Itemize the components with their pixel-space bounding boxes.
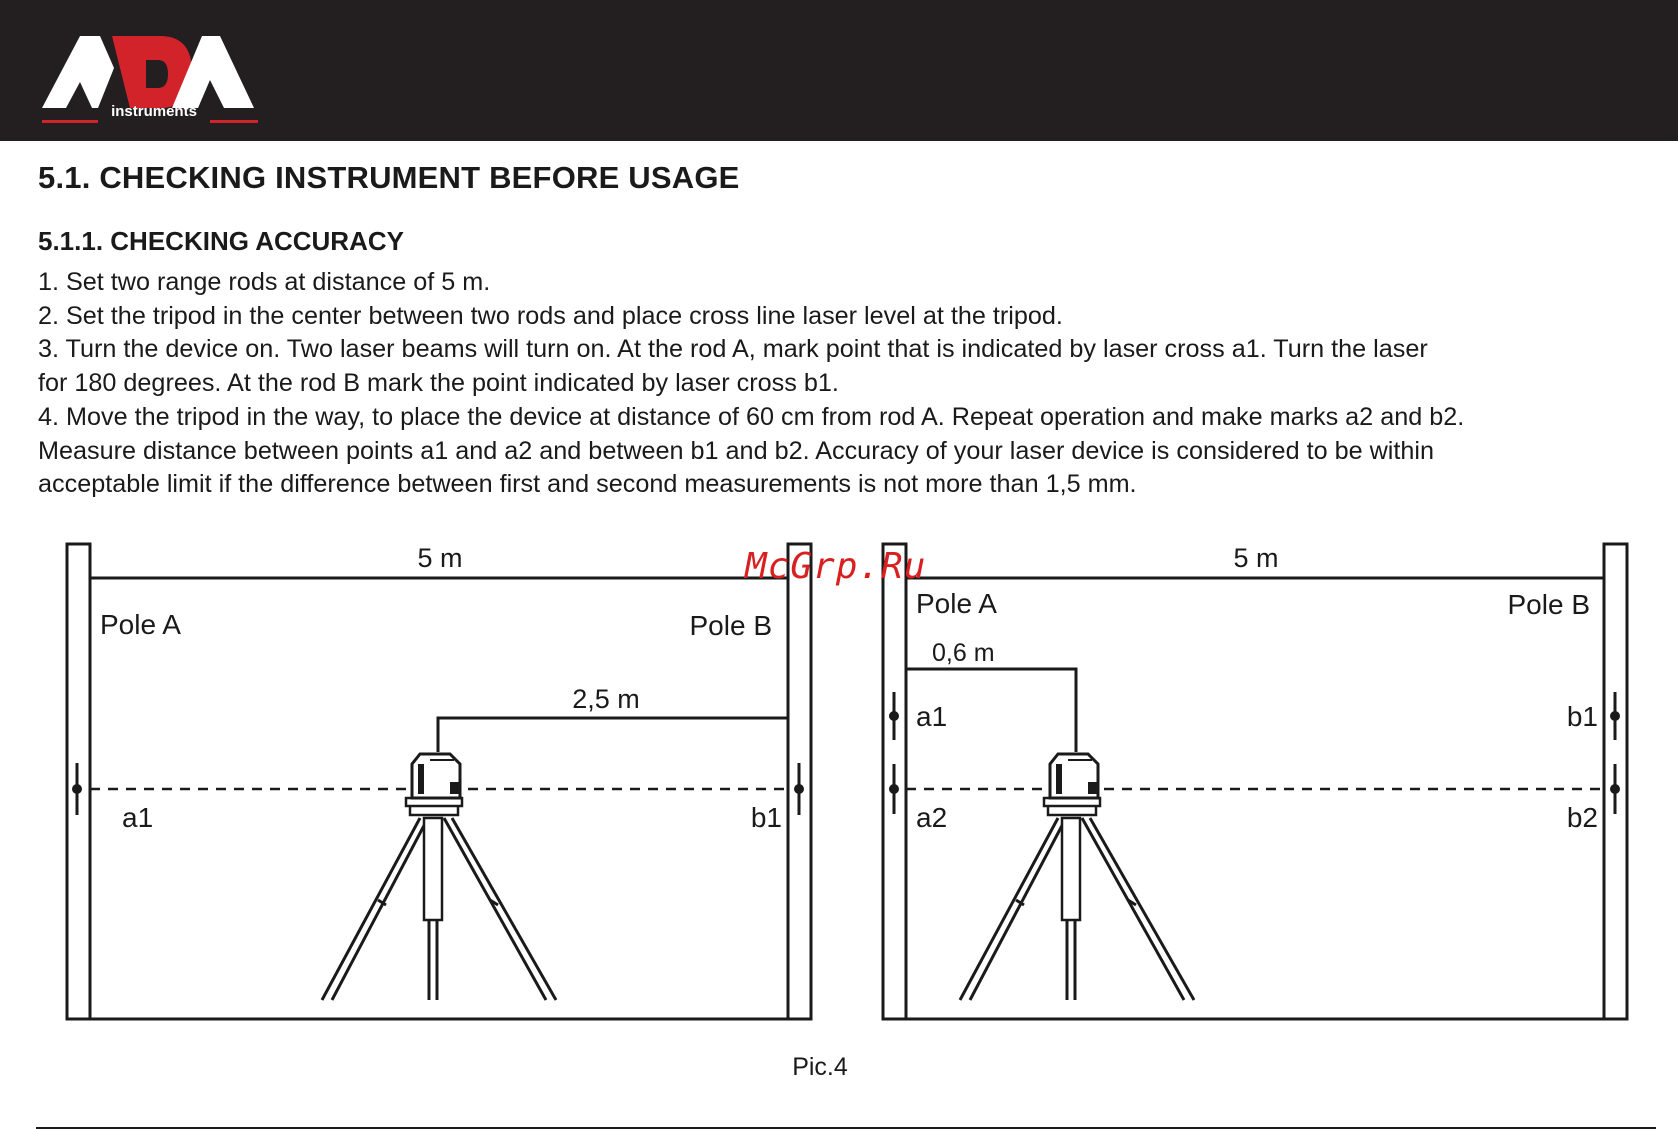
pole-a-label: Pole A — [100, 609, 181, 640]
mark-a2-label: a2 — [916, 802, 948, 833]
instruction-line: for 180 degrees. At the rod B mark the point indicated by laser cross b1. — [38, 369, 839, 398]
mark-a1-label: a1 — [122, 802, 154, 833]
instruction-line: acceptable limit if the difference between first and second measurements is not more than 1,5 mm. — [38, 470, 1137, 499]
mark-point-a1-right — [889, 711, 899, 721]
pole-a-label-right: Pole A — [916, 588, 997, 619]
mark-point-b1-right — [1610, 711, 1620, 721]
instruction-line: 4. Move the tripod in the way, to place the device at distance of 60 cm from rod A. Repeat operation and make marks a2 and b2. — [38, 402, 1465, 431]
mark-point-a1 — [72, 784, 82, 794]
distance-label: 5 m — [417, 543, 463, 573]
instruction-line: 3. Turn the device on. Two laser beams will turn on. At the rod A, mark point that is indicated by laser cross a1. Turn the laser — [38, 335, 1428, 364]
logo-subtitle: instruments — [111, 103, 197, 120]
pole-b-label: Pole B — [689, 610, 772, 641]
figure-caption: Pic.4 — [792, 1053, 848, 1081]
mark-point-b1 — [794, 784, 804, 794]
header-bar — [0, 0, 1678, 141]
accuracy-diagram — [0, 530, 1678, 1050]
instruction-line: Measure distance between points a1 and a2 and between b1 and b2. Accuracy of your laser device is considered to be within — [38, 436, 1434, 465]
section-subtitle: 5.1.1. CHECKING ACCURACY — [38, 226, 404, 256]
watermark: McGrp.Ru — [745, 546, 927, 587]
mark-b1-label: b1 — [750, 802, 782, 833]
tripod-with-laser-left — [322, 754, 556, 1000]
pole-b-label-right: Pole B — [1507, 589, 1590, 620]
mark-b2-label: b2 — [1566, 802, 1598, 833]
half-distance-label: 2,5 m — [572, 684, 640, 714]
mark-b1-label-right: b1 — [1566, 701, 1598, 732]
near-distance-label: 0,6 m — [932, 639, 995, 667]
mark-point-a2 — [889, 784, 899, 794]
mark-point-b2 — [1610, 784, 1620, 794]
mark-a1-label-right: a1 — [916, 701, 948, 732]
left-figure — [67, 543, 811, 1019]
distance-label-right: 5 m — [1233, 543, 1279, 573]
ada-logo — [42, 16, 272, 128]
instructions — [38, 266, 1648, 502]
instruction-line: 1. Set two range rods at distance of 5 m. — [38, 268, 491, 296]
half-distance-line — [438, 718, 788, 752]
tripod-with-laser-right — [960, 754, 1194, 1000]
section-title: 5.1. CHECKING INSTRUMENT BEFORE USAGE — [38, 160, 740, 195]
instruction-line: 2. Set the tripod in the center between two rods and place cross line laser level at the tripod. — [38, 301, 1063, 330]
right-figure — [883, 543, 1627, 1019]
